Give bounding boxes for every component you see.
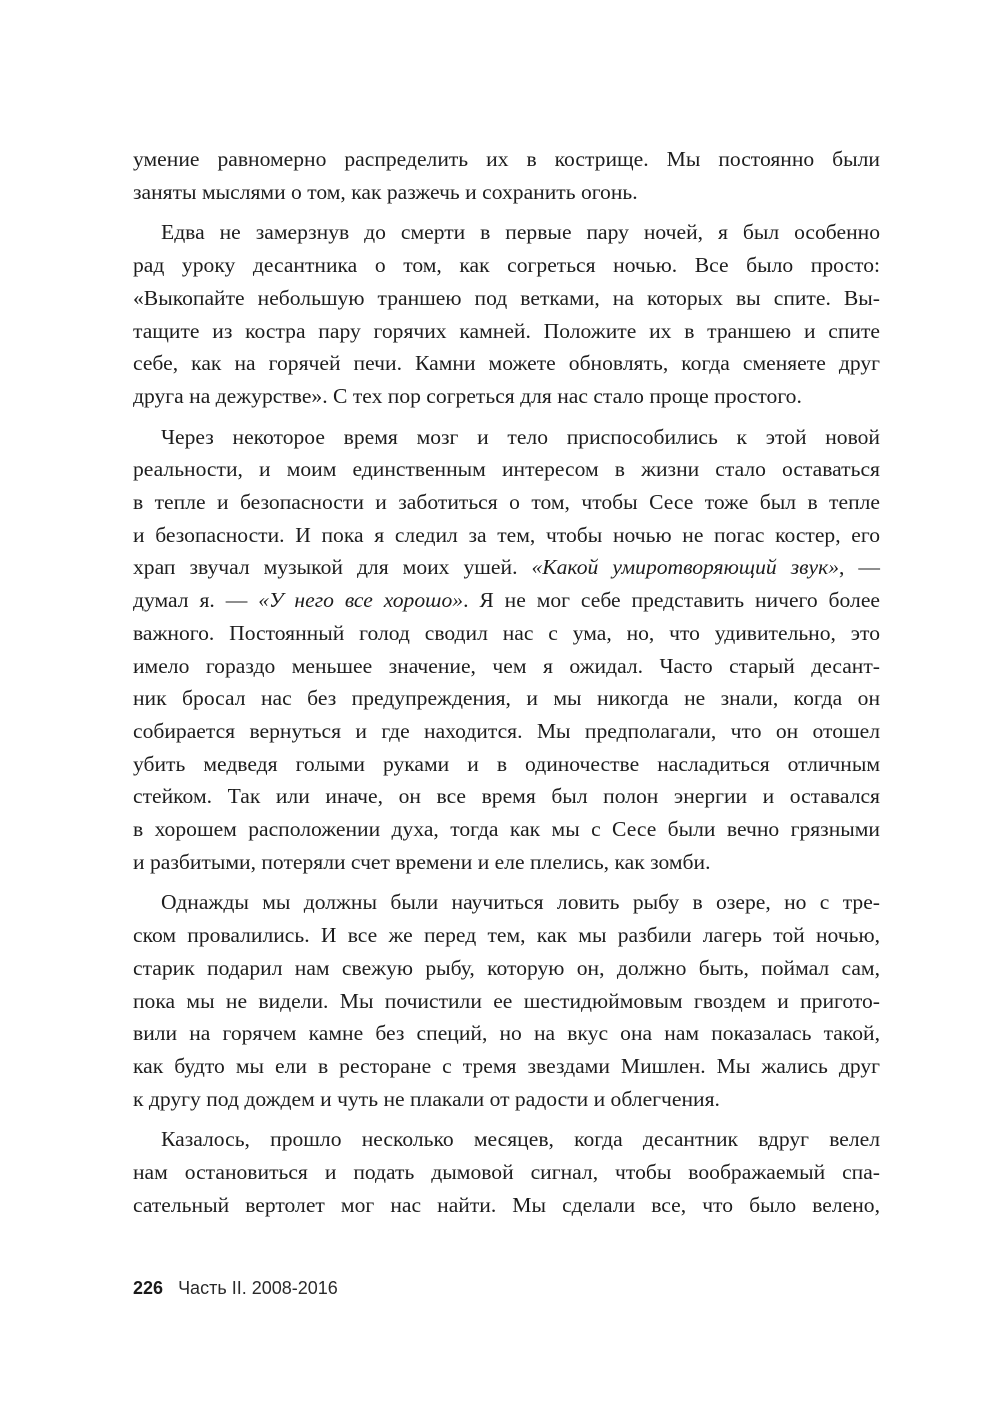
- text-segment: думал я. —: [133, 588, 248, 613]
- text-line: и безопасности. И пока я следил за тем, чтобы ночью не погас костер, его: [133, 522, 880, 547]
- paragraph-2: [133, 216, 880, 412]
- italic-quote: «У него все хорошо»: [258, 588, 464, 613]
- text-line: умение равномерно распределить их в кострище. Мы постоянно были: [133, 147, 880, 171]
- text-line: вили на горячем камне без специй, но на вкус она нам показалась такой,: [133, 1021, 880, 1046]
- text-line: рад уроку десантника о том, как согреться ночью. Все было просто:: [133, 253, 880, 278]
- text-line: ник бросал нас без предупреждения, и мы никогда не знали, когда он: [133, 686, 880, 711]
- text-line: в хорошем расположении духа, тогда как мы с Сесе были вечно грязными: [133, 817, 880, 842]
- text-line: пока мы не видели. Мы почистили ее шестидюймовым гвоздем и пригото-: [133, 988, 880, 1013]
- text-line: к другу под дождем и чуть не плакали от радости и облегчения.: [133, 1086, 720, 1111]
- text-line: себе, как на горячей печи. Камни можете обновлять, когда сменяете друг: [133, 351, 880, 376]
- text-line: ском провалились. И все же перед тем, как мы разбили лагерь той ночью,: [133, 923, 880, 948]
- text-line: убить медведя голыми руками и в одиночестве насладиться отличным: [133, 751, 880, 776]
- text-line: «Выкопайте небольшую траншею под ветками, на которых вы спите. Вы-: [133, 285, 880, 310]
- text-line: стейком. Так или иначе, он все время был полон энергии и оставался: [133, 784, 880, 809]
- paragraph-1: [133, 143, 880, 208]
- text-line: реальности, и моим единственным интересом в жизни стало оставаться: [133, 457, 880, 482]
- text-segment: храп звучал музыкой для моих ушей.: [133, 555, 518, 580]
- text-line: Казалось, прошло несколько месяцев, когда десантник вдруг велел: [161, 1127, 880, 1152]
- body-text: [133, 143, 880, 1222]
- text-line-with-italic: [133, 584, 880, 617]
- italic-quote: «Какой умиротворяющий звук»: [531, 555, 839, 580]
- text-line: Через некоторое время мозг и тело приспособились к этой новой: [161, 424, 880, 449]
- page-number: 226: [133, 1278, 164, 1298]
- text-line: старик подарил нам свежую рыбу, которую он, должно быть, поймал сам,: [133, 955, 880, 980]
- paragraph-4: [133, 886, 880, 1115]
- text-line: сательный вертолет мог нас найти. Мы сделали все, что было велено,: [133, 1192, 880, 1217]
- text-line: Однажды мы должны были научиться ловить рыбу в озере, но с тре-: [161, 890, 880, 915]
- text-line-with-italic: [133, 551, 880, 584]
- page-footer: [133, 1278, 338, 1299]
- text-line: друга на дежурстве». С тех пор согреться для нас стало проще простого.: [133, 383, 802, 408]
- text-line: важного. Постоянный голод сводил нас с ума, но, что удивительно, это: [133, 620, 880, 645]
- text-line: имело гораздо меньшее значение, чем я ожидал. Часто старый десант-: [133, 653, 880, 678]
- text-line: в тепле и безопасности и заботиться о том, чтобы Сесе тоже был в тепле: [133, 490, 880, 515]
- text-line: заняты мыслями о том, как разжечь и сохранить огонь.: [133, 179, 638, 204]
- text-line: тащите из костра пару горячих камней. Положите их в траншею и спите: [133, 318, 880, 343]
- text-line: собирается вернуться и где находится. Мы предполагали, что он отошел: [133, 718, 880, 743]
- text-segment: . Я не мог себе представить ничего более: [463, 588, 880, 613]
- paragraph-5: [133, 1123, 880, 1221]
- paragraph-3: [133, 421, 880, 879]
- running-head: Часть II. 2008-2016: [178, 1278, 338, 1298]
- text-line: как будто мы ели в ресторане с тремя звездами Мишлен. Мы жались друг: [133, 1053, 880, 1078]
- text-line: нам остановиться и подать дымовой сигнал, чтобы воображаемый спа-: [133, 1160, 880, 1185]
- text-line: и разбитыми, потеряли счет времени и еле плелись, как зомби.: [133, 849, 711, 874]
- text-line: Едва не замерзнув до смерти в первые пару ночей, я был особенно: [161, 220, 880, 245]
- text-segment: , —: [839, 555, 881, 580]
